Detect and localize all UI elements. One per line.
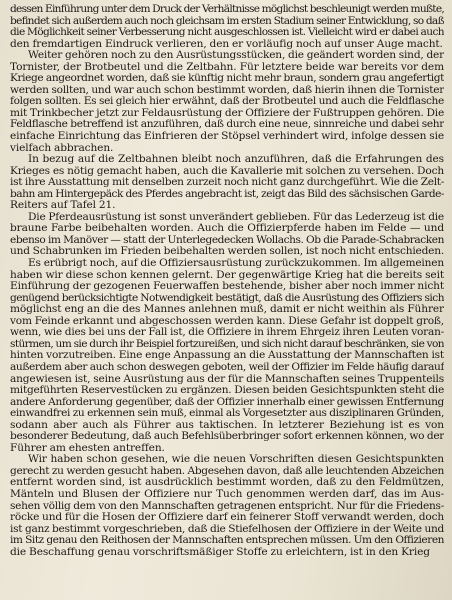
text-line: genügend berücksichtigte Notwendigkeit bestätigt, daß die Ausrüstung des Offiziers sich bbox=[10, 292, 444, 304]
text-line: den fremdartigen Eindruck verlieren, den er vorläufig noch auf unser Auge macht. bbox=[10, 38, 443, 50]
body-text bbox=[10, 4, 444, 558]
text-line: besonderer Bedeutung, daß auch Befehlsüberbringer sofort erkennen können, wo der bbox=[10, 431, 444, 443]
text-line: mitgeführten Reservestücken zu ergänzen. Diesen beiden Gesichtspunkten steht die bbox=[10, 385, 444, 397]
text-line: vielfach abbrachen. bbox=[10, 142, 114, 154]
text-line: Die Pferdeausrüstung ist sonst unverändert geblieben. Für das Lederzeug ist die bbox=[28, 211, 444, 223]
text-line: stürmen, um sie durch ihr Beispiel fortzureißen, und sich nicht darauf beschränken, sie von bbox=[10, 338, 444, 350]
text-line: hinten vorzutreiben. Eine enge Anpassung an die Ausstattung der Mannschaften ist bbox=[10, 350, 444, 362]
text-line: bahn am Hintergepäck des Pferdes angebracht ist, zeigt das Bild des sächsischen Garde- bbox=[10, 188, 444, 200]
text-line: wenn, wie dies bei uns der Fall ist, die Offiziere in ihrem Ehrgeiz ihren Leuten voran- bbox=[10, 327, 444, 339]
text-line: entfernt worden sind, ist ausdrücklich bestimmt worden, daß zu den Feldmützen, bbox=[10, 477, 444, 489]
text-line: Krieges es nötig gemacht haben, auch die Kavallerie mit solchen zu versehen. Doch bbox=[10, 165, 444, 177]
text-line: außerdem aber auch schon deswegen geboten, weil der Offizier im Felde häufig darauf bbox=[10, 361, 444, 373]
text-line: gerecht zu werden gesucht haben. Abgesehen davon, daß alle leuchtenden Abzeichen bbox=[10, 465, 444, 477]
text-line: befindet sich außerdem auch noch gleichsam im ersten Stadium seiner Entwicklung, so daß bbox=[10, 15, 444, 27]
text-line: Wir haben schon gesehen, wie die neuen Vorschriften diesen Gesichtspunkten bbox=[28, 454, 444, 466]
text-line: möglichst eng an die des Mannes anlehnen muß, damit er nicht weithin als Führer bbox=[10, 304, 444, 316]
text-line: einwandfrei zu erkennen sein muß, einmal als Vorgesetzter aus disziplinaren Gründen, bbox=[10, 408, 444, 420]
text-line: einfache Einrichtung das Einfrieren der Stöpsel verhindert wird, infolge dessen sie bbox=[10, 131, 444, 143]
text-line: die Möglichkeit seiner Verbesserung nicht ausgeschlossen ist. Vielleicht wird er dabei auch bbox=[10, 27, 444, 39]
text-line: die Beschaffung genau vorschriftsmäßiger Stoffe zu erleichtern, ist in den Krieg bbox=[10, 546, 430, 558]
text-line: Reiters auf Tafel 21. bbox=[10, 200, 116, 212]
text-line: haben wir diese schon kennen gelernt. Der gegenwärtige Krieg hat die bereits seit bbox=[10, 269, 444, 281]
text-line: im Sitz genau den Reithosen der Mannschaften entsprechen müssen. Um den Offizieren bbox=[10, 535, 444, 547]
text-line: Tornister, der Brotbeutel und die Zeltbahn. Für letztere beide war bereits vor dem bbox=[10, 61, 444, 73]
text-line: Weiter gehören noch zu den Ausrüstungsstücken, die geändert worden sind, der bbox=[28, 50, 444, 62]
text-line: und Schabrunken im Frieden beibehalten werden sollen, ist noch nicht entschieden. bbox=[10, 246, 444, 258]
text-line: vom Feinde erkannt und abgeschossen werden kann. Diese Gefahr ist doppelt groß, bbox=[10, 315, 444, 327]
text-line: Mänteln und Blusen der Offiziere nur Tuch genommen werden darf, das im Aus- bbox=[10, 488, 444, 500]
text-line: dessen Einführung unter dem Druck der Verhältnisse möglichst beschleunigt werden mußte, bbox=[10, 4, 444, 15]
text-line: Feldflasche betreffend ist anzuführen, daß durch eine neue, sinnreiche und dabei sehr bbox=[10, 119, 444, 131]
text-line: ebenso im Manöver — statt der Unterlegedecken Wollachs. Ob die Parade-Schabracken bbox=[10, 234, 444, 246]
text-line: braune Farbe beibehalten worden. Auch die Offizierpferde haben im Felde — und bbox=[10, 223, 444, 235]
text-line: andere Anforderung gegenüber, daß der Offizier innerhalb einer gewissen Entfernung bbox=[10, 396, 444, 408]
text-line: angewiesen ist, seine Ausrüstung aus der für die Mannschaften seines Truppenteils bbox=[10, 373, 444, 385]
text-line: Einführung der gezogenen Feuerwaffen bestehende, bisher aber noch immer nicht bbox=[10, 281, 444, 293]
text-line: ist ihre Ausstattung mit denselben zurzeit noch nicht ganz durchgeführt. Wie die Zelt- bbox=[10, 177, 444, 189]
text-line: sehen völlig dem von den Mannschaften getragenen entspricht. Nur für die Friedens- bbox=[10, 500, 444, 512]
text-line: Kriege angeordnet worden, daß sie künftig nicht mehr braun, sondern grau angefertigt bbox=[10, 73, 444, 85]
text-line: röcke und für die Hosen der Offiziere darf ein feinerer Stoff verwandt werden, doch bbox=[10, 512, 444, 524]
text-line: sodann aber auch als Führer aus taktischen. In letzterer Beziehung ist es von bbox=[10, 419, 444, 431]
text-line: In bezug auf die Zeltbahnen bleibt noch anzuführen, daß die Erfahrungen des bbox=[28, 154, 444, 166]
text-line: ist ganz bestimmt vorgeschrieben, daß die Stiefelhosen der Offiziere in der Weite und bbox=[10, 523, 444, 535]
text-line: folgen sollten. Es sei gleich hier erwähnt, daß der Brotbeutel und auch die Feldflasche bbox=[10, 96, 444, 108]
text-line: Führer am ehesten antreffen. bbox=[10, 442, 165, 454]
text-line: Es erübrigt noch, auf die Offiziersausrüstung zurückzukommen. Im allgemeinen bbox=[28, 258, 444, 270]
text-line: werden sollten, und war auch schon bestimmt worden, daß hierin ihnen die Tornister bbox=[10, 84, 444, 96]
text-line: mit Trinkbecher jetzt zur Feldausrüstung der Offiziere der Fußtruppen gehören. Die bbox=[10, 107, 444, 119]
